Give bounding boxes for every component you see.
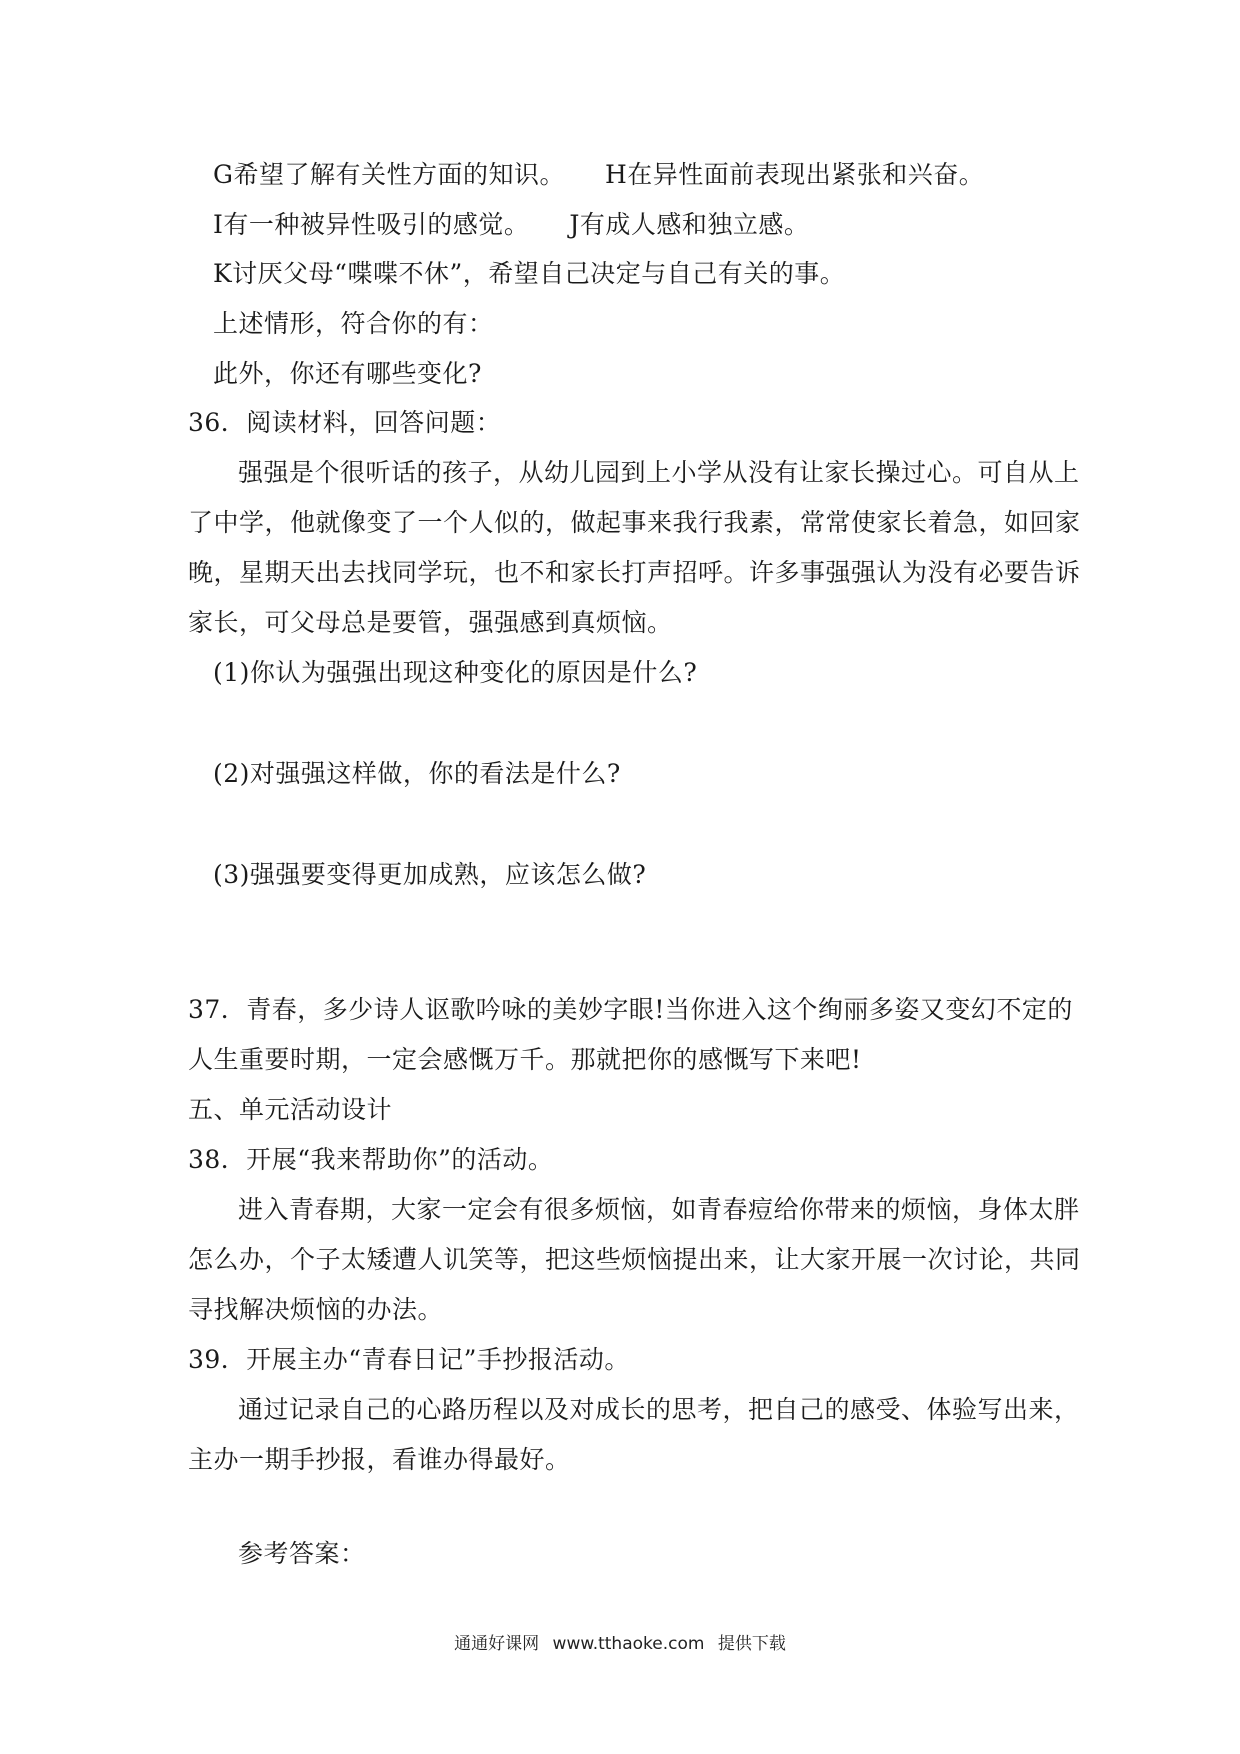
- option-row-ij: [213, 208, 809, 242]
- q38-para-line: 怎么办，个子太矮遭人讥笑等，把这些烦恼提出来，让大家开展一次讨论，共同: [188, 1245, 1081, 1274]
- q37-line: 人生重要时期，一定会感慨万千。那就把你的感慨写下来吧!: [188, 1045, 862, 1074]
- option-j: J有成人感和独立感。: [569, 210, 810, 239]
- page-footer: [0, 1632, 1240, 1656]
- q36-sub2: (2)对强强这样做，你的看法是什么?: [213, 759, 621, 788]
- footer-url-link[interactable]: www.tthaoke.com: [552, 1634, 705, 1654]
- q37-line: 37．青春，多少诗人讴歌吟咏的美妙字眼!当你进入这个绚丽多姿又变幻不定的: [188, 995, 1073, 1024]
- option-g: G希望了解有关性方面的知识。: [213, 160, 565, 189]
- answers-label: 参考答案：: [238, 1539, 366, 1568]
- q36-sub3: (3)强强要变得更加成熟，应该怎么做?: [213, 860, 647, 889]
- prompt-other: 此外，你还有哪些变化?: [213, 359, 482, 388]
- option-i: I有一种被异性吸引的感觉。: [213, 210, 530, 239]
- q36-title: 36．阅读材料，回答问题：: [188, 408, 502, 437]
- option-k: K讨厌父母“喋喋不休”，希望自己决定与自己有关的事。: [213, 259, 846, 288]
- prompt-fit: 上述情形，符合你的有：: [213, 309, 494, 338]
- q36-para-line: 了中学，他就像变了一个人似的，做起事来我行我素，常常使家长着急，如回家: [188, 508, 1081, 537]
- footer-site-name: 通通好课网: [454, 1634, 540, 1654]
- q39-title: 39．开展主办“青春日记”手抄报活动。: [188, 1345, 630, 1374]
- q36-para-line: 家长，可父母总是要管，强强感到真烦恼。: [188, 608, 673, 637]
- option-h: H在异性面前表现出紧张和兴奋。: [604, 160, 985, 189]
- q38-title: 38．开展“我来帮助你”的活动。: [188, 1145, 554, 1174]
- q36-para-line: 强强是个很听话的孩子，从幼儿园到上小学从没有让家长操过心。可自从上: [238, 458, 1080, 487]
- q39-para-line: 主办一期手抄报，看谁办得最好。: [188, 1445, 571, 1474]
- q38-para-line: 寻找解决烦恼的办法。: [188, 1295, 444, 1324]
- footer-note: 提供下载: [717, 1634, 786, 1654]
- q38-para-line: 进入青春期，大家一定会有很多烦恼，如青春痘给你带来的烦恼，身体太胖: [238, 1195, 1080, 1224]
- q39-para-line: 通过记录自己的心路历程以及对成长的思考，把自己的感受、体验写出来，: [238, 1395, 1080, 1424]
- q36-sub1: (1)你认为强强出现这种变化的原因是什么?: [213, 658, 698, 687]
- section-heading: 五、单元活动设计: [188, 1095, 393, 1124]
- q36-para-line: 晚，星期天出去找同学玩，也不和家长打声招呼。许多事强强认为没有必要告诉: [188, 558, 1081, 587]
- option-row-gh: [213, 158, 984, 192]
